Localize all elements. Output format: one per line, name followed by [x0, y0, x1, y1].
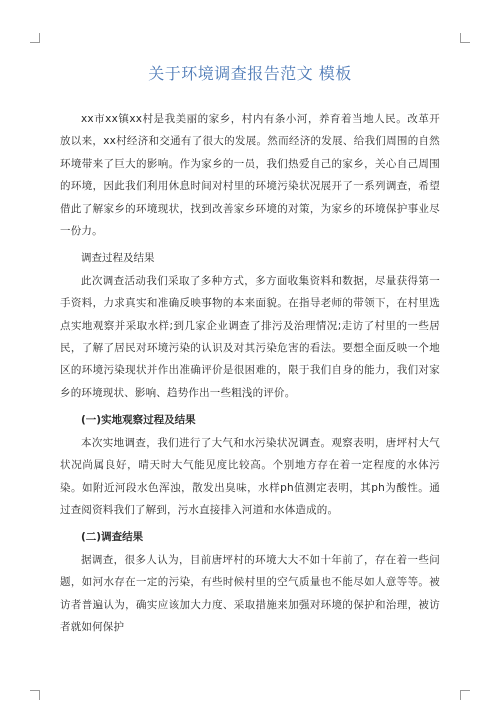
section-heading-process: 调查过程及结果: [81, 252, 155, 265]
paragraph-results: 据调查，很多人认为，目前唐坪村的环境大大不如十年前了，存在着一些问题，如河水存在一定的污染，有些时候村里的空气质量也不能尽如人意等等。被访者普遍认为，确实应该加大力度、采取措施来加强对环境的保护和治理，被访者就如何保护: [60, 553, 440, 633]
crop-mark-bottom-right: [460, 690, 470, 700]
section-heading-observation: (一)实地观察过程及结果: [81, 414, 196, 427]
paragraph-intro: xx市xx镇xx村是我美丽的家乡，村内有条小河，养育着当地人民。改革开放以来，xx村经济和交通有了很大的发展。然而经济的发展、给我们周围的自然环境带来了巨大的影响。作为家乡的一员，我们热爱自己的家乡，关心自己周围的环境，因此我们利用休息时间对村里的环境污染状况展开了一系列调查，希望借此了解家乡的环境现状，找到改善家乡环境的对策，为家乡的环境保护事业尽一份力。: [60, 113, 440, 238]
section-heading-results: (二)调查结果: [81, 531, 144, 544]
crop-mark-bottom-left: [30, 690, 40, 700]
paragraph-process: 此次调查活动我们采取了多种方式，多方面收集资料和数据，尽量获得第一手资料，力求真实和准确反映事物的本来面貌。在指导老师的带领下，在村里选点实地观察并采取水样;到几家企业调查了排污及治理情况;走访了村里的一些居民，了解了居民对环境污染的认识及对其污染危害的看法。要想全面反映一个地区的环境污染现状并作出准确评价是很困难的，限于我们自身的能力，我们对家乡的环境现状、影响、趋势作出一些粗浅的评价。: [60, 274, 440, 399]
document-body[interactable]: [60, 62, 440, 638]
document-title: 关于环境调查报告范文 模板: [148, 64, 352, 83]
crop-mark-top-right: [460, 33, 470, 43]
paragraph-observation: 本次实地调查，我们进行了大气和水污染状况调查。观察表明，唐坪村大气状况尚属良好，晴天时大气能见度比较高。个别地方存在着一定程度的水体污染。如附近河段水色浑浊，散发出臭味，水样ph值测定表明，其ph为酸性。通过查阅资料我们了解到，污水直接排入河道和水体造成的。: [60, 436, 440, 516]
crop-mark-top-left: [30, 33, 40, 43]
